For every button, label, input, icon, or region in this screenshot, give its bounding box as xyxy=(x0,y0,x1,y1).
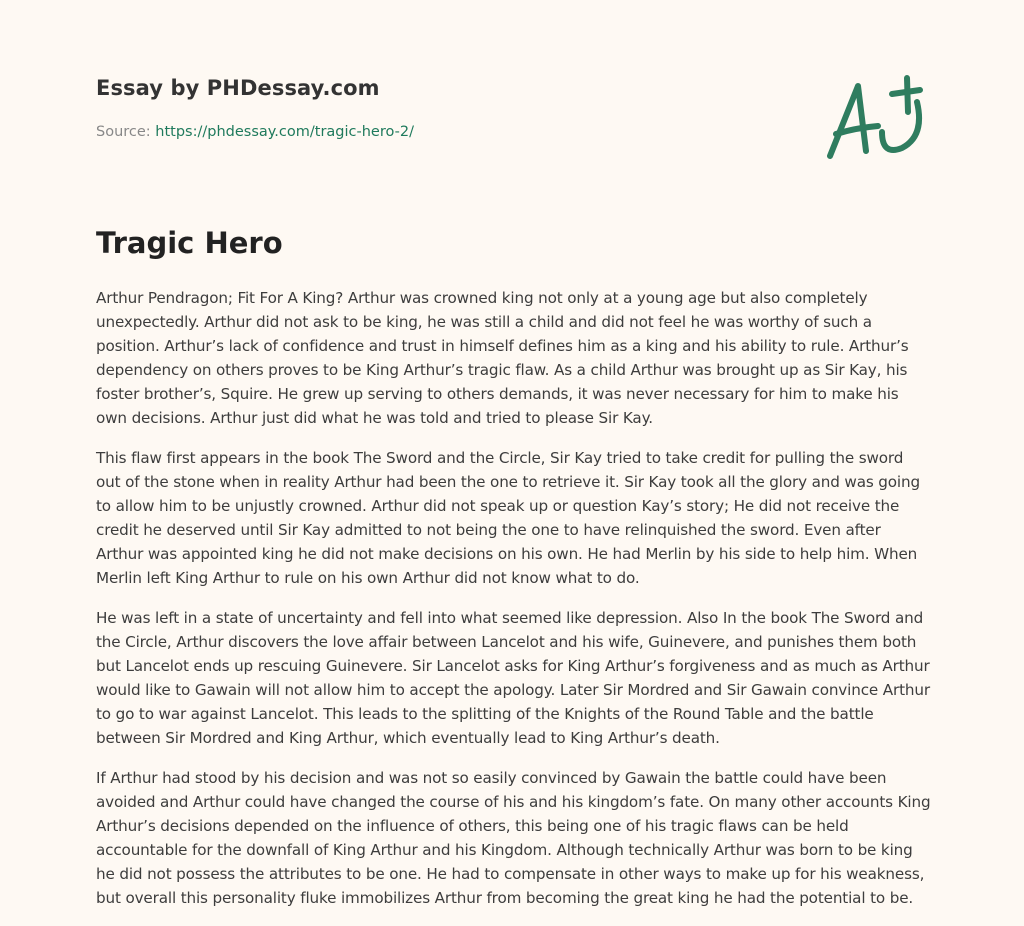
essay-paragraph: Arthur Pendragon; Fit For A King? Arthur was crowned king not only at a young age but also completely unexpectedly. Arthur did not ask to be king, he was still a child and did not feel he was worthy of such a position. Arthur’s lack of confidence and trust in himself defines him as a king and his ability to rule. Arthur’s dependency on others proves to be King Arthur’s tragic flaw. As a child Arthur was brought up as Sir Kay, his foster brother’s, Squire. He grew up serving to others demands, it was never necessary for him to make his own decisions. Arthur just did what he was told and tried to please Sir Kay. xyxy=(96,289,909,427)
essay-paragraph: If Arthur had stood by his decision and was not so easily convinced by Gawain the battle could have been avoided and Arthur could have changed the course of his and his kingdom’s fate. On many other accounts King Arthur’s decisions depended on the influence of others, this being one of his tragic flaws can be held accountable for the downfall of King Arthur and his Kingdom. Although technically Arthur was born to be king he did not possess the attributes to be one. He had to compensate in other ways to make up for his weakness, but overall this personality fluke immobilizes Arthur from becoming the great king he had the potential to be. xyxy=(96,769,931,907)
source-link[interactable]: https://phdessay.com/tragic-hero-2/ xyxy=(155,124,414,140)
source-line xyxy=(96,124,414,140)
a-plus-logo-icon xyxy=(820,66,930,166)
essay-body xyxy=(96,286,932,926)
essay-paragraph: He was left in a state of uncertainty and fell into what seemed like depression. Also In the book The Sword and the Circle, Arthur discovers the love affair between Lancelot and his wife, Guinevere, and punishes them both but Lancelot ends up rescuing Guinevere. Sir Lancelot asks for King Arthur’s forgiveness and as much as Arthur would like to Gawain will not allow him to accept the apology. Later Sir Mordred and Sir Gawain convince Arthur to go to war against Lancelot. This leads to the splitting of the Knights of the Round Table and the battle between Sir Mordred and King Arthur, which eventually lead to King Arthur’s death. xyxy=(96,609,930,747)
site-brand: Essay by PHDessay.com xyxy=(96,76,380,100)
essay-title: Tragic Hero xyxy=(96,226,283,260)
essay-paragraph: This flaw first appears in the book The Sword and the Circle, Sir Kay tried to take credit for pulling the sword out of the stone when in reality Arthur had been the one to retrieve it. Sir Kay took all the glory and was going to allow him to be unjustly crowned. Arthur did not speak up or question Kay’s story; He did not receive the credit he deserved until Sir Kay admitted to not being the one to have relinquished the sword. Even after Arthur was appointed king he did not make decisions on his own. He had Merlin by his side to help him. When Merlin left King Arthur to rule on his own Arthur did not know what to do. xyxy=(96,449,920,587)
source-label: Source: xyxy=(96,124,151,140)
